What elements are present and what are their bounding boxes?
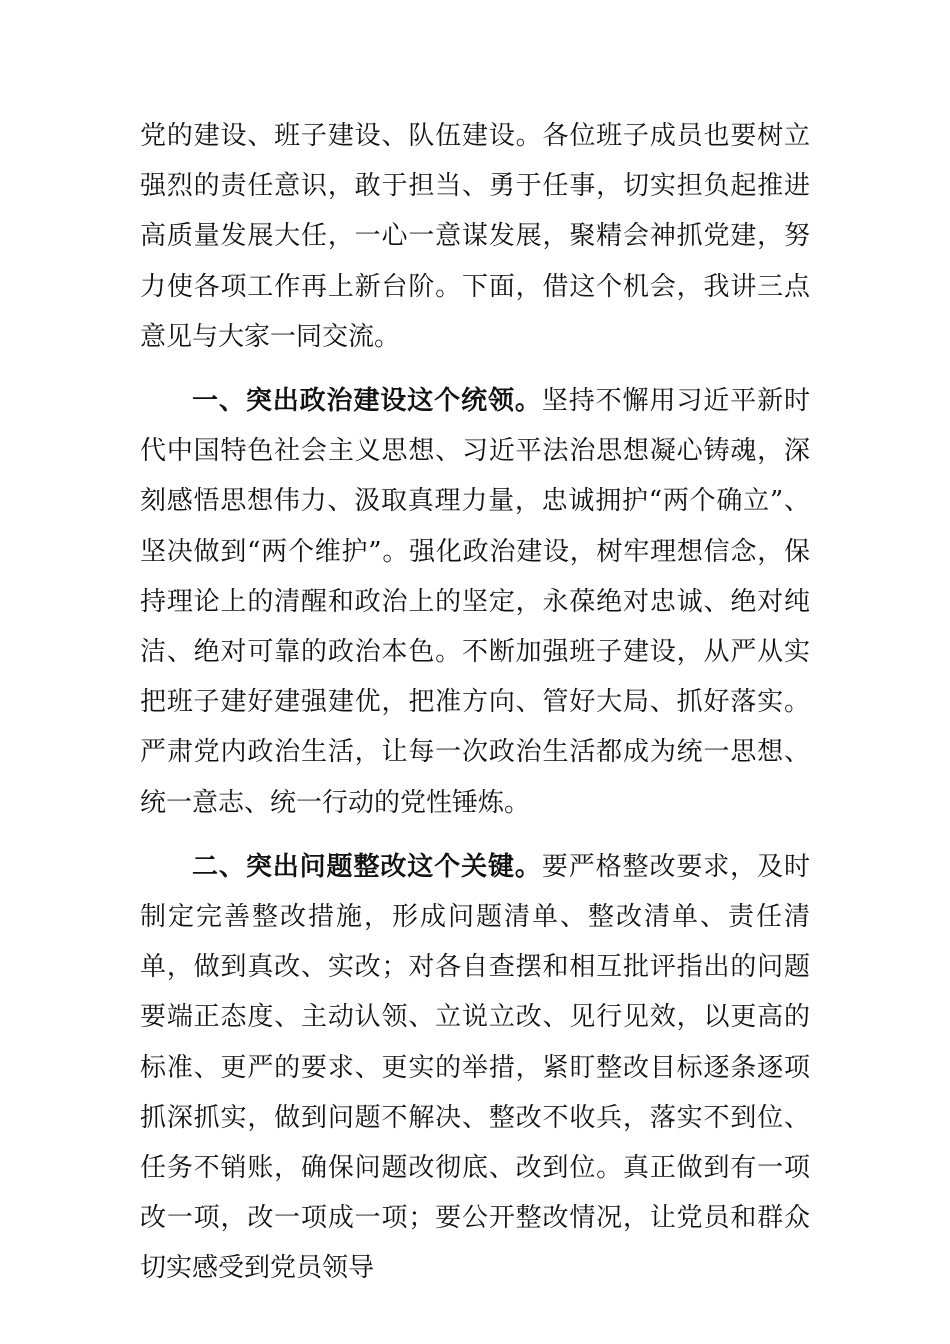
section-heading-one: 一、突出政治建设这个统领。 bbox=[192, 386, 542, 417]
paragraph-political-construction bbox=[140, 376, 810, 828]
section-heading-two: 二、突出问题整改这个关键。 bbox=[192, 851, 542, 882]
paragraph-text: 坚持不懈用习近平新时代中国特色社会主义思想、习近平法治思想凝心铸魂，深刻感悟思想伟力、汲取真理力量，忠诚拥护“两个确立”、坚决做到“两个维护”。强化政治建设，树牢理想信念，保持理论上的清醒和政治上的坚定，永葆绝对忠诚、绝对纯洁、绝对可靠的政治本色。不断加强班子建设，从严从实把班子建好建强建优，把准方向、管好大局、抓好落实。严肃党内政治生活，让每一次政治生活都成为统一思想、统一意志、统一行动的党性锤炼。 bbox=[140, 386, 810, 818]
paragraph-problem-rectification bbox=[140, 842, 810, 1294]
paragraph-text: 党的建设、班子建设、队伍建设。各位班子成员也要树立强烈的责任意识，敢于担当、勇于任事，切实担负起推进高质量发展大任，一心一意谋发展，聚精会神抓党建，努力使各项工作再上新台阶。下面，借这个机会，我讲三点意见与大家一同交流。 bbox=[140, 121, 810, 352]
paragraph-continuation bbox=[140, 111, 810, 362]
document-body bbox=[140, 111, 810, 1308]
paragraph-text: 要严格整改要求，及时制定完善整改措施，形成问题清单、整改清单、责任清单，做到真改、实改；对各自查摆和相互批评指出的问题要端正态度、主动认领、立说立改、见行见效，以更高的标准、更严的要求、更实的举措，紧盯整改目标逐条逐项抓深抓实，做到问题不解决、整改不收兵，落实不到位、任务不销账，确保问题改彻底、改到位。真正做到有一项改一项，改一项成一项；要公开整改情况，让党员和群众切实感受到党员领导 bbox=[140, 851, 810, 1284]
